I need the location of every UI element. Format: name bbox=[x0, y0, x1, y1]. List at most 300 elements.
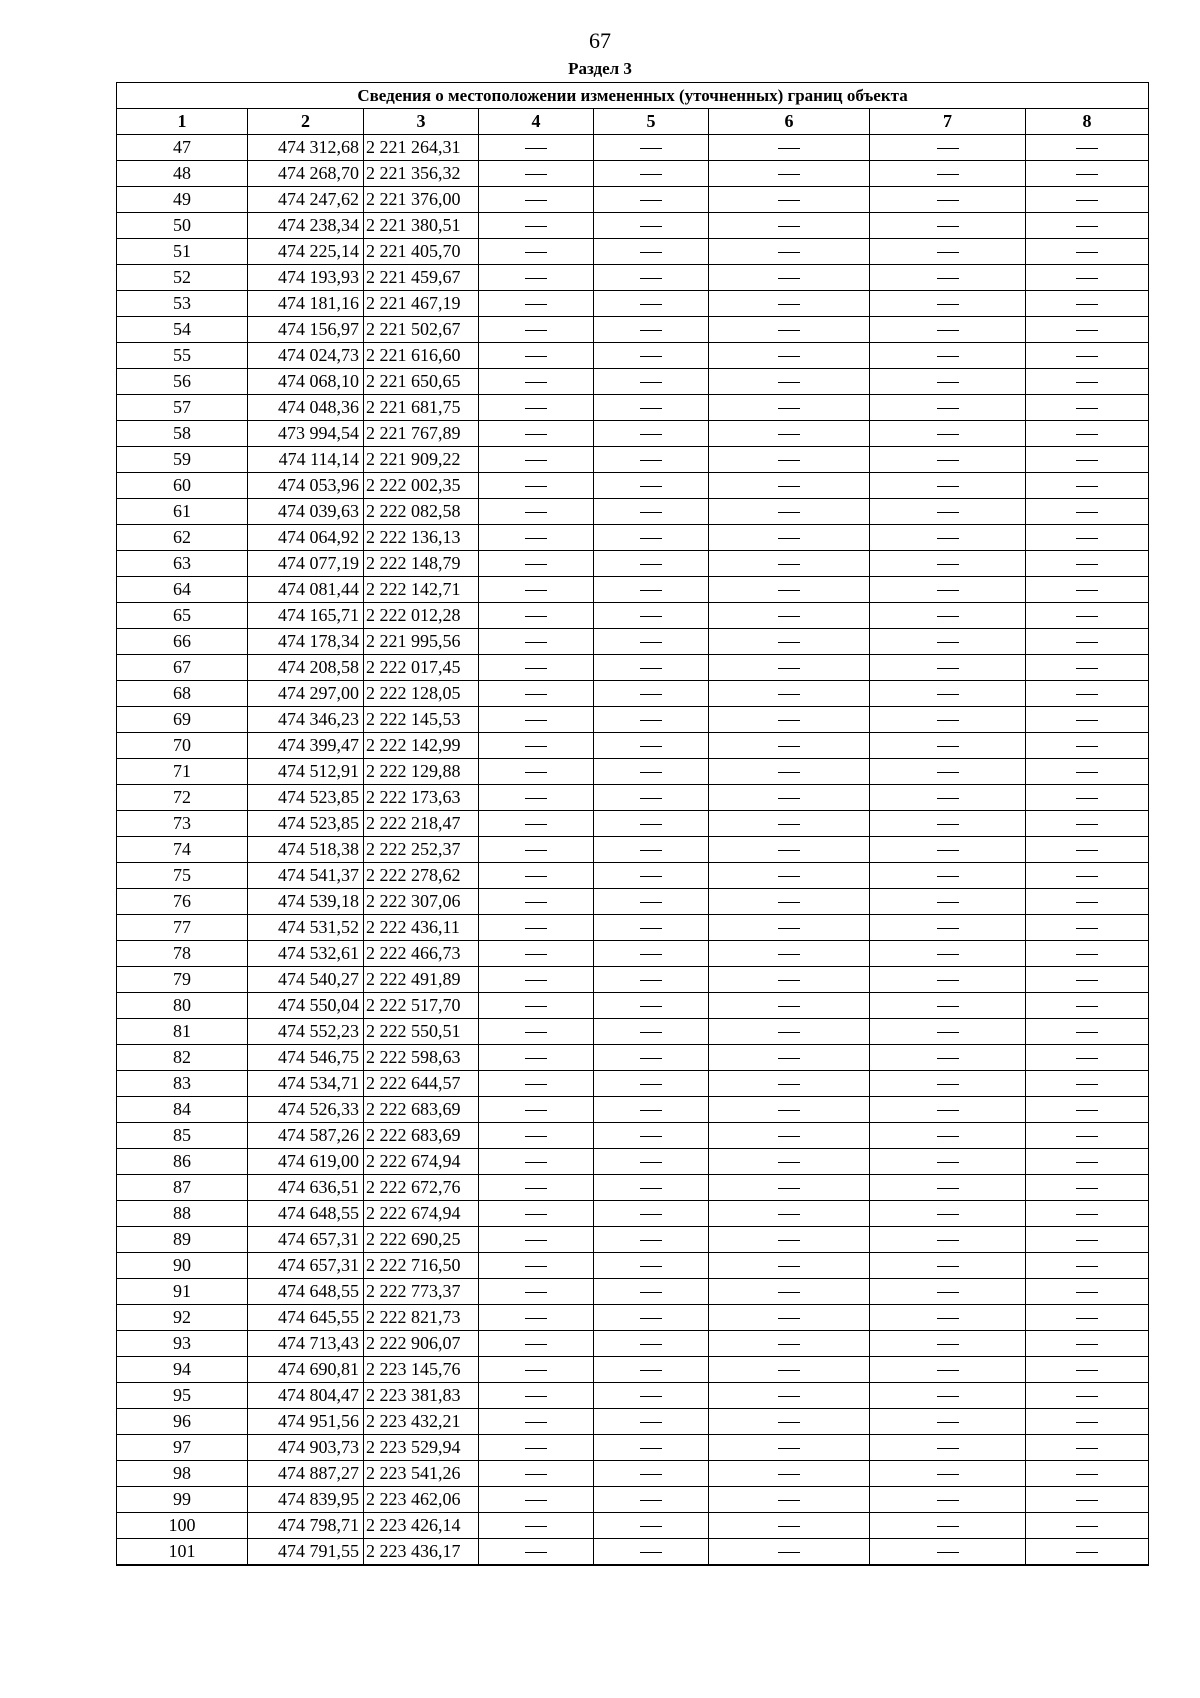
empty-value-cell bbox=[709, 1357, 870, 1383]
column-header: 8 bbox=[1026, 109, 1149, 135]
table-row bbox=[117, 785, 1149, 811]
dash-mark bbox=[640, 1552, 662, 1553]
empty-value-cell bbox=[594, 239, 709, 265]
y-coordinate-cell: 2 222 142,71 bbox=[364, 577, 479, 603]
point-number-cell: 80 bbox=[117, 993, 248, 1019]
empty-value-cell bbox=[709, 135, 870, 161]
empty-value-cell bbox=[594, 551, 709, 577]
empty-value-cell bbox=[1026, 1513, 1149, 1539]
point-number-cell: 47 bbox=[117, 135, 248, 161]
table-row bbox=[117, 1487, 1149, 1513]
table-row bbox=[117, 291, 1149, 317]
dash-mark bbox=[778, 434, 800, 435]
empty-value-cell bbox=[870, 369, 1026, 395]
dash-mark bbox=[1076, 1188, 1098, 1189]
empty-value-cell bbox=[870, 239, 1026, 265]
point-number-cell: 70 bbox=[117, 733, 248, 759]
empty-value-cell bbox=[870, 1357, 1026, 1383]
empty-value-cell bbox=[594, 759, 709, 785]
dash-mark bbox=[937, 694, 959, 695]
dash-mark bbox=[1076, 174, 1098, 175]
empty-value-cell bbox=[870, 213, 1026, 239]
empty-value-cell bbox=[1026, 915, 1149, 941]
y-coordinate-cell: 2 222 690,25 bbox=[364, 1227, 479, 1253]
empty-value-cell bbox=[594, 1513, 709, 1539]
dash-mark bbox=[525, 486, 547, 487]
point-number-cell: 83 bbox=[117, 1071, 248, 1097]
point-number-cell: 50 bbox=[117, 213, 248, 239]
point-number-cell: 82 bbox=[117, 1045, 248, 1071]
y-coordinate-cell: 2 223 145,76 bbox=[364, 1357, 479, 1383]
dash-mark bbox=[640, 798, 662, 799]
x-coordinate-cell: 474 791,55 bbox=[248, 1539, 364, 1566]
dash-mark bbox=[525, 330, 547, 331]
dash-mark bbox=[937, 512, 959, 513]
dash-mark bbox=[778, 902, 800, 903]
dash-mark bbox=[937, 1058, 959, 1059]
dash-mark bbox=[778, 382, 800, 383]
dash-mark bbox=[778, 174, 800, 175]
dash-mark bbox=[1076, 1110, 1098, 1111]
empty-value-cell bbox=[479, 1149, 594, 1175]
table-row bbox=[117, 1227, 1149, 1253]
empty-value-cell bbox=[594, 369, 709, 395]
table-body bbox=[117, 135, 1149, 1566]
empty-value-cell bbox=[709, 863, 870, 889]
empty-value-cell bbox=[870, 1201, 1026, 1227]
x-coordinate-cell: 474 048,36 bbox=[248, 395, 364, 421]
y-coordinate-cell: 2 222 148,79 bbox=[364, 551, 479, 577]
dash-mark bbox=[778, 356, 800, 357]
dash-mark bbox=[525, 798, 547, 799]
empty-value-cell bbox=[709, 1227, 870, 1253]
point-number-cell: 98 bbox=[117, 1461, 248, 1487]
empty-value-cell bbox=[709, 1461, 870, 1487]
dash-mark bbox=[525, 850, 547, 851]
empty-value-cell bbox=[479, 1461, 594, 1487]
dash-mark bbox=[525, 434, 547, 435]
empty-value-cell bbox=[479, 577, 594, 603]
x-coordinate-cell: 474 804,47 bbox=[248, 1383, 364, 1409]
y-coordinate-cell: 2 221 681,75 bbox=[364, 395, 479, 421]
empty-value-cell bbox=[709, 655, 870, 681]
dash-mark bbox=[640, 1526, 662, 1527]
dash-mark bbox=[1076, 590, 1098, 591]
empty-value-cell bbox=[709, 395, 870, 421]
empty-value-cell bbox=[594, 1357, 709, 1383]
point-number-cell: 99 bbox=[117, 1487, 248, 1513]
dash-mark bbox=[640, 928, 662, 929]
dash-mark bbox=[525, 1552, 547, 1553]
x-coordinate-cell: 474 648,55 bbox=[248, 1279, 364, 1305]
dash-mark bbox=[640, 1032, 662, 1033]
dash-mark bbox=[525, 1396, 547, 1397]
empty-value-cell bbox=[870, 889, 1026, 915]
dash-mark bbox=[778, 746, 800, 747]
empty-value-cell bbox=[709, 811, 870, 837]
point-number-cell: 62 bbox=[117, 525, 248, 551]
empty-value-cell bbox=[870, 161, 1026, 187]
empty-value-cell bbox=[870, 1175, 1026, 1201]
x-coordinate-cell: 474 531,52 bbox=[248, 915, 364, 941]
dash-mark bbox=[525, 252, 547, 253]
dash-mark bbox=[640, 226, 662, 227]
point-number-cell: 54 bbox=[117, 317, 248, 343]
empty-value-cell bbox=[594, 1071, 709, 1097]
empty-value-cell bbox=[594, 1409, 709, 1435]
y-coordinate-cell: 2 222 278,62 bbox=[364, 863, 479, 889]
dash-mark bbox=[525, 876, 547, 877]
y-coordinate-cell: 2 222 672,76 bbox=[364, 1175, 479, 1201]
dash-mark bbox=[1076, 1422, 1098, 1423]
dash-mark bbox=[778, 304, 800, 305]
dash-mark bbox=[525, 954, 547, 955]
dash-mark bbox=[525, 174, 547, 175]
x-coordinate-cell: 474 541,37 bbox=[248, 863, 364, 889]
dash-mark bbox=[525, 408, 547, 409]
dash-mark bbox=[525, 772, 547, 773]
table-row bbox=[117, 1123, 1149, 1149]
point-number-cell: 89 bbox=[117, 1227, 248, 1253]
empty-value-cell bbox=[709, 239, 870, 265]
y-coordinate-cell: 2 223 432,21 bbox=[364, 1409, 479, 1435]
dash-mark bbox=[640, 512, 662, 513]
empty-value-cell bbox=[594, 447, 709, 473]
empty-value-cell bbox=[870, 681, 1026, 707]
point-number-cell: 61 bbox=[117, 499, 248, 525]
y-coordinate-cell: 2 222 173,63 bbox=[364, 785, 479, 811]
x-coordinate-cell: 474 268,70 bbox=[248, 161, 364, 187]
empty-value-cell bbox=[479, 135, 594, 161]
empty-value-cell bbox=[709, 1383, 870, 1409]
empty-value-cell bbox=[709, 1097, 870, 1123]
empty-value-cell bbox=[709, 889, 870, 915]
dash-mark bbox=[778, 1006, 800, 1007]
empty-value-cell bbox=[870, 551, 1026, 577]
empty-value-cell bbox=[594, 1461, 709, 1487]
empty-value-cell bbox=[479, 811, 594, 837]
dash-mark bbox=[640, 1084, 662, 1085]
empty-value-cell bbox=[479, 707, 594, 733]
dash-mark bbox=[1076, 1552, 1098, 1553]
empty-value-cell bbox=[479, 239, 594, 265]
dash-mark bbox=[778, 148, 800, 149]
dash-mark bbox=[640, 1058, 662, 1059]
empty-value-cell bbox=[870, 733, 1026, 759]
empty-value-cell bbox=[870, 1409, 1026, 1435]
empty-value-cell bbox=[479, 1409, 594, 1435]
dash-mark bbox=[778, 1500, 800, 1501]
dash-mark bbox=[640, 1006, 662, 1007]
empty-value-cell bbox=[870, 1045, 1026, 1071]
empty-value-cell bbox=[1026, 811, 1149, 837]
empty-value-cell bbox=[870, 1253, 1026, 1279]
dash-mark bbox=[525, 538, 547, 539]
empty-value-cell bbox=[479, 1487, 594, 1513]
dash-mark bbox=[937, 200, 959, 201]
point-number-cell: 67 bbox=[117, 655, 248, 681]
empty-value-cell bbox=[594, 161, 709, 187]
empty-value-cell bbox=[870, 1461, 1026, 1487]
point-number-cell: 71 bbox=[117, 759, 248, 785]
dash-mark bbox=[937, 1240, 959, 1241]
y-coordinate-cell: 2 222 683,69 bbox=[364, 1097, 479, 1123]
empty-value-cell bbox=[1026, 343, 1149, 369]
dash-mark bbox=[937, 1318, 959, 1319]
table-caption-row bbox=[117, 83, 1149, 109]
empty-value-cell bbox=[1026, 837, 1149, 863]
empty-value-cell bbox=[594, 655, 709, 681]
empty-value-cell bbox=[709, 187, 870, 213]
dash-mark bbox=[525, 616, 547, 617]
dash-mark bbox=[640, 980, 662, 981]
x-coordinate-cell: 474 619,00 bbox=[248, 1149, 364, 1175]
table-row bbox=[117, 1149, 1149, 1175]
dash-mark bbox=[937, 798, 959, 799]
empty-value-cell bbox=[594, 603, 709, 629]
point-number-cell: 97 bbox=[117, 1435, 248, 1461]
table-row bbox=[117, 1253, 1149, 1279]
dash-mark bbox=[525, 746, 547, 747]
dash-mark bbox=[525, 304, 547, 305]
dash-mark bbox=[525, 1058, 547, 1059]
y-coordinate-cell: 2 222 252,37 bbox=[364, 837, 479, 863]
x-coordinate-cell: 474 114,14 bbox=[248, 447, 364, 473]
dash-mark bbox=[937, 330, 959, 331]
dash-mark bbox=[640, 876, 662, 877]
empty-value-cell bbox=[594, 265, 709, 291]
empty-value-cell bbox=[594, 135, 709, 161]
dash-mark bbox=[525, 694, 547, 695]
dash-mark bbox=[1076, 226, 1098, 227]
dash-mark bbox=[937, 1396, 959, 1397]
dash-mark bbox=[525, 1448, 547, 1449]
x-coordinate-cell: 474 657,31 bbox=[248, 1227, 364, 1253]
dash-mark bbox=[937, 590, 959, 591]
point-number-cell: 49 bbox=[117, 187, 248, 213]
empty-value-cell bbox=[479, 499, 594, 525]
table-row bbox=[117, 239, 1149, 265]
empty-value-cell bbox=[479, 915, 594, 941]
x-coordinate-cell: 474 645,55 bbox=[248, 1305, 364, 1331]
table-row bbox=[117, 161, 1149, 187]
dash-mark bbox=[525, 824, 547, 825]
table-row bbox=[117, 733, 1149, 759]
empty-value-cell bbox=[870, 1123, 1026, 1149]
empty-value-cell bbox=[709, 1279, 870, 1305]
dash-mark bbox=[640, 538, 662, 539]
empty-value-cell bbox=[1026, 1149, 1149, 1175]
empty-value-cell bbox=[1026, 1435, 1149, 1461]
dash-mark bbox=[778, 330, 800, 331]
empty-value-cell bbox=[709, 1175, 870, 1201]
dash-mark bbox=[525, 1162, 547, 1163]
table-row bbox=[117, 1383, 1149, 1409]
dash-mark bbox=[640, 252, 662, 253]
table-row bbox=[117, 447, 1149, 473]
dash-mark bbox=[778, 564, 800, 565]
y-coordinate-cell: 2 221 380,51 bbox=[364, 213, 479, 239]
dash-mark bbox=[640, 1162, 662, 1163]
empty-value-cell bbox=[709, 265, 870, 291]
dash-mark bbox=[1076, 1370, 1098, 1371]
dash-mark bbox=[525, 1474, 547, 1475]
dash-mark bbox=[525, 1188, 547, 1189]
dash-mark bbox=[937, 980, 959, 981]
dash-mark bbox=[640, 902, 662, 903]
dash-mark bbox=[1076, 1058, 1098, 1059]
dash-mark bbox=[937, 252, 959, 253]
table-row bbox=[117, 551, 1149, 577]
y-coordinate-cell: 2 222 906,07 bbox=[364, 1331, 479, 1357]
y-coordinate-cell: 2 222 550,51 bbox=[364, 1019, 479, 1045]
dash-mark bbox=[525, 668, 547, 669]
empty-value-cell bbox=[479, 1435, 594, 1461]
dash-mark bbox=[525, 902, 547, 903]
x-coordinate-cell: 474 039,63 bbox=[248, 499, 364, 525]
empty-value-cell bbox=[1026, 1071, 1149, 1097]
empty-value-cell bbox=[479, 967, 594, 993]
table-row bbox=[117, 213, 1149, 239]
y-coordinate-cell: 2 222 674,94 bbox=[364, 1149, 479, 1175]
y-coordinate-cell: 2 221 459,67 bbox=[364, 265, 479, 291]
table-row bbox=[117, 1305, 1149, 1331]
y-coordinate-cell: 2 222 644,57 bbox=[364, 1071, 479, 1097]
dash-mark bbox=[1076, 954, 1098, 955]
dash-mark bbox=[1076, 1344, 1098, 1345]
y-coordinate-cell: 2 221 405,70 bbox=[364, 239, 479, 265]
x-coordinate-cell: 474 951,56 bbox=[248, 1409, 364, 1435]
dash-mark bbox=[640, 954, 662, 955]
y-coordinate-cell: 2 222 136,13 bbox=[364, 525, 479, 551]
dash-mark bbox=[640, 590, 662, 591]
column-header: 6 bbox=[709, 109, 870, 135]
empty-value-cell bbox=[870, 1097, 1026, 1123]
dash-mark bbox=[525, 382, 547, 383]
point-number-cell: 52 bbox=[117, 265, 248, 291]
empty-value-cell bbox=[1026, 1279, 1149, 1305]
y-coordinate-cell: 2 221 502,67 bbox=[364, 317, 479, 343]
dash-mark bbox=[778, 278, 800, 279]
y-coordinate-cell: 2 223 462,06 bbox=[364, 1487, 479, 1513]
table-row bbox=[117, 915, 1149, 941]
empty-value-cell bbox=[870, 1383, 1026, 1409]
dash-mark bbox=[640, 460, 662, 461]
dash-mark bbox=[778, 1084, 800, 1085]
empty-value-cell bbox=[1026, 1201, 1149, 1227]
dash-mark bbox=[937, 668, 959, 669]
column-header: 4 bbox=[479, 109, 594, 135]
table-row bbox=[117, 603, 1149, 629]
y-coordinate-cell: 2 223 436,17 bbox=[364, 1539, 479, 1566]
table-row bbox=[117, 863, 1149, 889]
point-number-cell: 91 bbox=[117, 1279, 248, 1305]
x-coordinate-cell: 474 068,10 bbox=[248, 369, 364, 395]
column-header: 2 bbox=[248, 109, 364, 135]
point-number-cell: 78 bbox=[117, 941, 248, 967]
point-number-cell: 76 bbox=[117, 889, 248, 915]
empty-value-cell bbox=[870, 1071, 1026, 1097]
dash-mark bbox=[778, 720, 800, 721]
empty-value-cell bbox=[479, 1227, 594, 1253]
dash-mark bbox=[1076, 1474, 1098, 1475]
empty-value-cell bbox=[709, 317, 870, 343]
dash-mark bbox=[937, 1162, 959, 1163]
dash-mark bbox=[778, 642, 800, 643]
x-coordinate-cell: 474 297,00 bbox=[248, 681, 364, 707]
empty-value-cell bbox=[870, 421, 1026, 447]
dash-mark bbox=[525, 1032, 547, 1033]
y-coordinate-cell: 2 222 674,94 bbox=[364, 1201, 479, 1227]
dash-mark bbox=[640, 1422, 662, 1423]
y-coordinate-cell: 2 222 436,11 bbox=[364, 915, 479, 941]
dash-mark bbox=[1076, 486, 1098, 487]
y-coordinate-cell: 2 222 012,28 bbox=[364, 603, 479, 629]
empty-value-cell bbox=[870, 395, 1026, 421]
dash-mark bbox=[937, 1084, 959, 1085]
table-row bbox=[117, 499, 1149, 525]
point-number-cell: 74 bbox=[117, 837, 248, 863]
empty-value-cell bbox=[709, 161, 870, 187]
empty-value-cell bbox=[1026, 1097, 1149, 1123]
dash-mark bbox=[937, 226, 959, 227]
table-row bbox=[117, 759, 1149, 785]
empty-value-cell bbox=[594, 1097, 709, 1123]
empty-value-cell bbox=[594, 1123, 709, 1149]
dash-mark bbox=[525, 1136, 547, 1137]
dash-mark bbox=[525, 928, 547, 929]
empty-value-cell bbox=[709, 837, 870, 863]
dash-mark bbox=[640, 174, 662, 175]
table-row bbox=[117, 1539, 1149, 1566]
dash-mark bbox=[778, 1526, 800, 1527]
empty-value-cell bbox=[479, 525, 594, 551]
dash-mark bbox=[640, 772, 662, 773]
point-number-cell: 73 bbox=[117, 811, 248, 837]
empty-value-cell bbox=[479, 1201, 594, 1227]
x-coordinate-cell: 474 648,55 bbox=[248, 1201, 364, 1227]
dash-mark bbox=[640, 356, 662, 357]
y-coordinate-cell: 2 221 356,32 bbox=[364, 161, 479, 187]
empty-value-cell bbox=[479, 421, 594, 447]
dash-mark bbox=[1076, 512, 1098, 513]
empty-value-cell bbox=[709, 551, 870, 577]
x-coordinate-cell: 474 523,85 bbox=[248, 811, 364, 837]
x-coordinate-cell: 474 534,71 bbox=[248, 1071, 364, 1097]
dash-mark bbox=[640, 616, 662, 617]
empty-value-cell bbox=[870, 1149, 1026, 1175]
empty-value-cell bbox=[594, 1279, 709, 1305]
dash-mark bbox=[778, 616, 800, 617]
empty-value-cell bbox=[1026, 1305, 1149, 1331]
x-coordinate-cell: 474 193,93 bbox=[248, 265, 364, 291]
empty-value-cell bbox=[870, 1487, 1026, 1513]
x-coordinate-cell: 474 208,58 bbox=[248, 655, 364, 681]
point-number-cell: 87 bbox=[117, 1175, 248, 1201]
dash-mark bbox=[525, 590, 547, 591]
dash-mark bbox=[1076, 902, 1098, 903]
dash-mark bbox=[778, 200, 800, 201]
point-number-cell: 100 bbox=[117, 1513, 248, 1539]
x-coordinate-cell: 474 165,71 bbox=[248, 603, 364, 629]
dash-mark bbox=[778, 1552, 800, 1553]
dash-mark bbox=[525, 1500, 547, 1501]
dash-mark bbox=[937, 1370, 959, 1371]
table-row bbox=[117, 473, 1149, 499]
dash-mark bbox=[937, 1266, 959, 1267]
x-coordinate-cell: 474 399,47 bbox=[248, 733, 364, 759]
dash-mark bbox=[1076, 1136, 1098, 1137]
